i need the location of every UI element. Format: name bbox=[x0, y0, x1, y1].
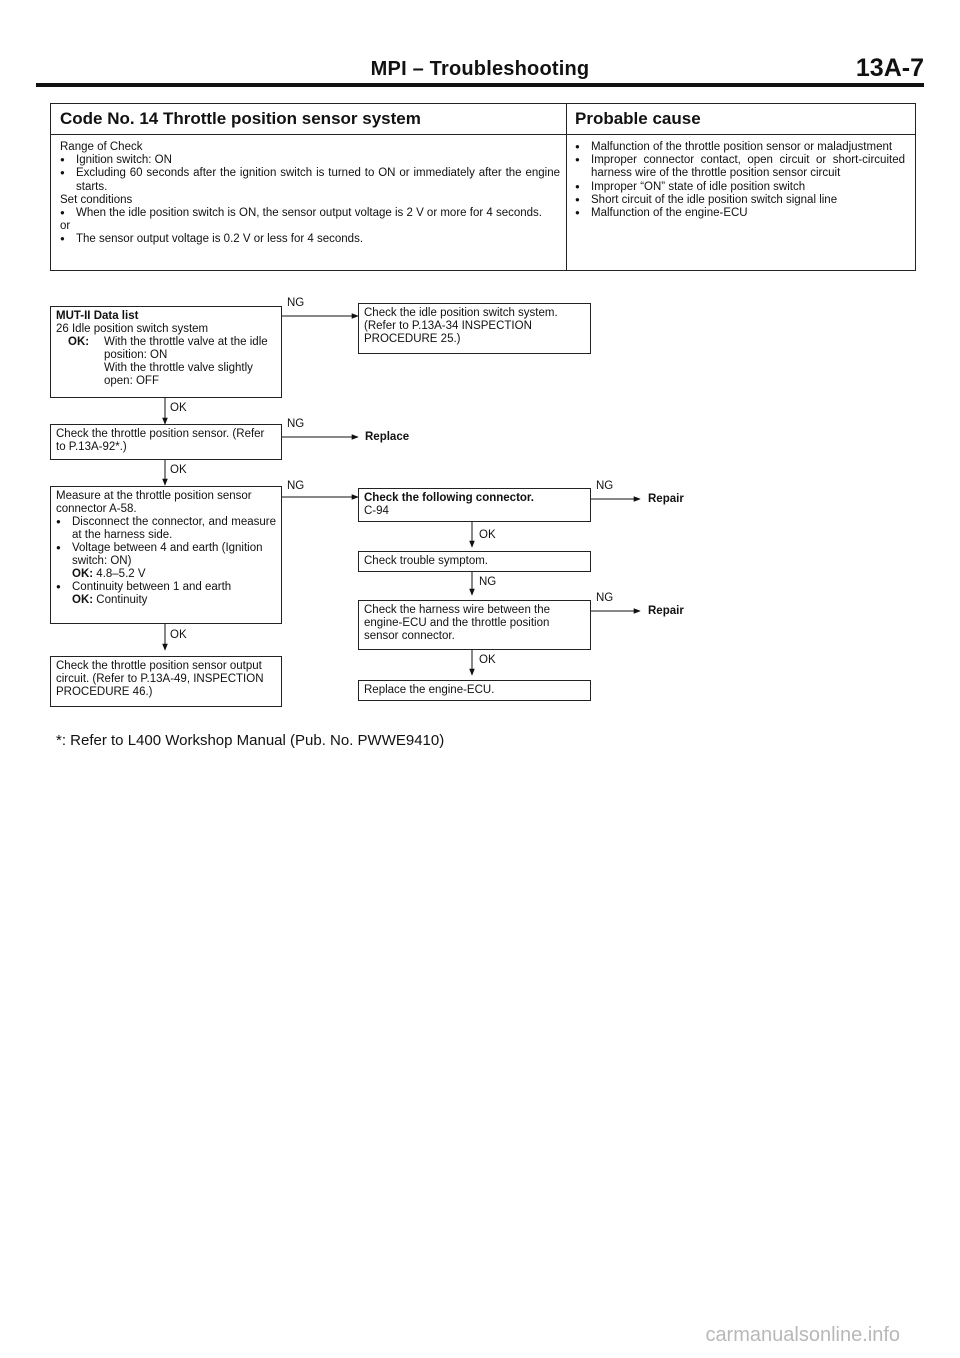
ng-label: NG bbox=[479, 576, 497, 588]
cause-item: ● Improper “ON” state of idle position switch bbox=[575, 181, 905, 194]
range-item: ● Ignition switch: ON bbox=[60, 154, 560, 167]
probable-cause-title: Probable cause bbox=[575, 109, 701, 128]
step-item: ● Continuity between 1 and earth bbox=[56, 581, 276, 594]
or-label: or bbox=[60, 220, 71, 233]
mut-data-list-box bbox=[50, 306, 282, 398]
box-title: Check the following connector. bbox=[364, 492, 534, 504]
repair-label: Repair bbox=[648, 493, 684, 505]
page-title: MPI – Troubleshooting bbox=[370, 58, 590, 80]
ng-label: NG bbox=[596, 480, 614, 492]
ng-label: NG bbox=[287, 418, 305, 430]
set-item: ● The sensor output voltage is 0.2 V or less for 4 seconds. bbox=[60, 233, 560, 246]
ok-condition: OK: With the throttle valve at the idle position: ON With the throttle valve slightly open: OFF bbox=[68, 336, 268, 387]
idle-switch-check-box: Check the idle position switch system. (Refer to P.13A-34 INSPECTION PROCEDURE 25.) bbox=[358, 303, 591, 354]
footnote: *: Refer to L400 Workshop Manual (Pub. No. PWWE9410) bbox=[56, 732, 445, 749]
ok-label: OK bbox=[170, 402, 187, 414]
ok-label: OK bbox=[479, 529, 496, 541]
harness-check-box: Check the harness wire between the engine-ECU and the throttle position sensor connector. bbox=[358, 600, 591, 650]
item-line: 26 Idle position switch system bbox=[56, 323, 209, 335]
cause-item: ● Improper connector contact, open circuit or short-circuited harness wire of the throttle position sensor circuit bbox=[575, 154, 905, 180]
ok-condition: OK: Continuity bbox=[72, 594, 148, 606]
tps-check-box: Check the throttle position sensor. (Refer to P.13A-92*.) bbox=[50, 424, 282, 460]
ng-label: NG bbox=[596, 592, 614, 604]
box-title: Measure at the throttle position sensor connector A-58. bbox=[56, 490, 252, 515]
output-circuit-check-box: Check the throttle position sensor output circuit. (Refer to P.13A-49, INSPECTION PROCEDURE 46.) bbox=[50, 656, 282, 707]
step-item: ● Voltage between 4 and earth (Ignition switch: ON) bbox=[56, 542, 276, 568]
set-conditions-label: Set conditions bbox=[60, 193, 133, 206]
range-label: Range of Check bbox=[60, 141, 143, 153]
ng-label: NG bbox=[287, 480, 305, 492]
repair-label: Repair bbox=[648, 605, 684, 617]
set-item: ● When the idle position switch is ON, the sensor output voltage is 2 V or more for 4 seconds. bbox=[60, 207, 560, 220]
cause-item: ● Short circuit of the idle position switch signal line bbox=[575, 194, 905, 207]
cause-item: ● Malfunction of the engine-ECU bbox=[575, 207, 905, 220]
replace-ecu-box: Replace the engine-ECU. bbox=[358, 680, 591, 701]
box-title: MUT-II Data list bbox=[56, 310, 139, 322]
cause-item: ● Malfunction of the throttle position sensor or maladjustment bbox=[575, 141, 905, 154]
trouble-symptom-box: Check trouble symptom. bbox=[358, 551, 591, 572]
measure-connector-box bbox=[50, 486, 282, 624]
connector-check-box bbox=[358, 488, 591, 522]
page-number: 13A-7 bbox=[855, 54, 924, 82]
ok-label: OK bbox=[170, 629, 187, 641]
ok-label: OK bbox=[479, 654, 496, 666]
range-item: ● Excluding 60 seconds after the ignition switch is turned to ON or immediately after the engine starts. bbox=[60, 167, 560, 193]
connector-code: C-94 bbox=[364, 505, 389, 517]
replace-label: Replace bbox=[365, 431, 410, 443]
ok-condition: OK: 4.8–5.2 V bbox=[72, 568, 146, 580]
ng-label: NG bbox=[287, 297, 305, 309]
code-title: Code No. 14 Throttle position sensor system bbox=[60, 109, 421, 128]
watermark: carmanualsonline.info bbox=[705, 1324, 900, 1346]
ok-label: OK bbox=[170, 464, 187, 476]
step-item: ● Disconnect the connector, and measure at the harness side. bbox=[56, 516, 276, 542]
